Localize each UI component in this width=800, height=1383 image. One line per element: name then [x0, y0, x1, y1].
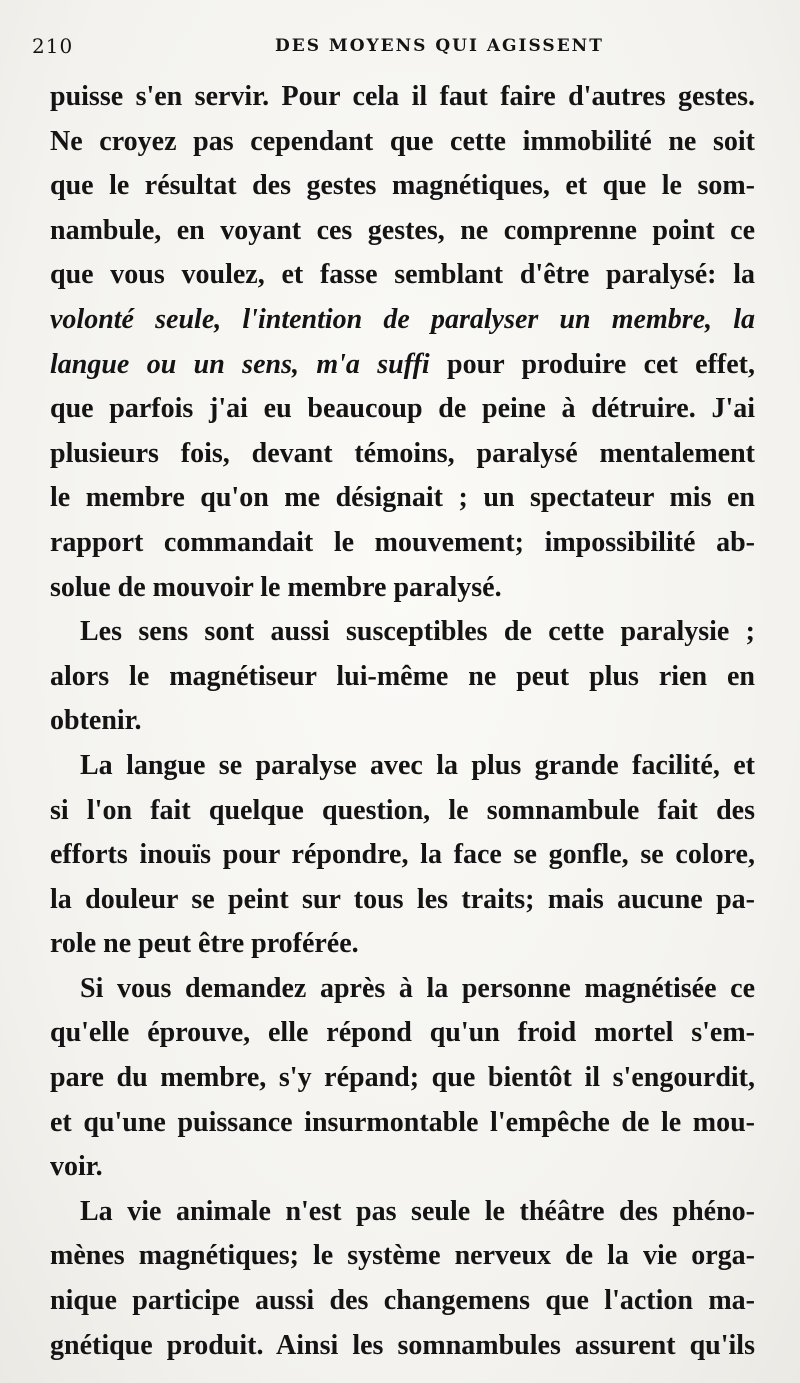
text-line: nambule, en voyant ces gestes, ne comprenne point ce [50, 214, 755, 246]
text-line-italic [50, 298, 755, 343]
text-line: Ne croyez pas cependant que cette immobilité ne soit [50, 125, 755, 157]
roman-phrase: pour produire cet effet, [447, 348, 756, 380]
body-text [50, 75, 755, 1368]
text-line: Les sens sont aussi susceptibles de cette paralysie ; [80, 616, 755, 648]
text-line: solue de mouvoir le membre paralysé. [50, 571, 502, 603]
text-line: puisse s'en servir. Pour cela il faut faire d'autres gestes. [50, 81, 755, 112]
text-line: la douleur se peint sur tous les traits; mais aucune pa- [50, 883, 755, 915]
text-line: plusieurs fois, devant témoins, paralysé mentalement [50, 437, 755, 469]
text-line: rapport commandait le mouvement; impossibilité ab- [50, 526, 755, 558]
text-line: La vie animale n'est pas seule le théâtre des phéno- [80, 1195, 755, 1227]
paragraph [50, 744, 755, 967]
text-line: et qu'une puissance insurmontable l'empêche de le mou- [50, 1106, 755, 1138]
text-line: que le résultat des gestes magnétiques, et que le som- [50, 170, 755, 202]
paragraph [50, 1190, 755, 1368]
text-line: obtenir. [50, 705, 142, 737]
paragraph [50, 967, 755, 1190]
text-line: efforts inouïs pour répondre, la face se gonfle, se colore, [50, 839, 755, 871]
paragraph [50, 75, 755, 610]
text-line: alors le magnétiseur lui-même ne peut plus rien en [50, 660, 755, 692]
text-line: le membre qu'on me désignait ; un spectateur mis en [50, 482, 755, 514]
text-line: si l'on fait quelque question, le somnambule fait des [50, 794, 755, 826]
text-line-mixed [50, 343, 755, 388]
paragraph [50, 610, 755, 744]
italic-phrase: volonté seule, l'intention de paralyser un membre, la [50, 303, 755, 335]
running-head: DES MOYENS QUI AGISSENT [275, 36, 604, 56]
text-line: que parfois j'ai eu beaucoup de peine à détruire. J'ai [50, 393, 755, 425]
italic-phrase: langue ou un sens, m'a suffi [50, 348, 430, 380]
text-line: pare du membre, s'y répand; que bientôt il s'engourdit, [50, 1062, 755, 1094]
text-line: que vous voulez, et fasse semblant d'être paralysé: la [50, 259, 755, 291]
text-line: gnétique produit. Ainsi les somnambules assurent qu'ils [50, 1329, 755, 1361]
text-line: mènes magnétiques; le système nerveux de la vie orga- [50, 1240, 755, 1272]
text-line: nique participe aussi des changemens que l'action ma- [50, 1285, 755, 1317]
text-line: qu'elle éprouve, elle répond qu'un froid mortel s'em- [50, 1017, 755, 1049]
text-line: role ne peut être proférée. [50, 928, 359, 960]
text-line: La langue se paralyse avec la plus grande facilité, et [80, 749, 755, 781]
page-number: 210 [32, 34, 74, 58]
page-header [30, 34, 770, 64]
text-line: voir. [50, 1151, 103, 1183]
text-line: Si vous demandez après à la personne magnétisée ce [80, 972, 755, 1004]
